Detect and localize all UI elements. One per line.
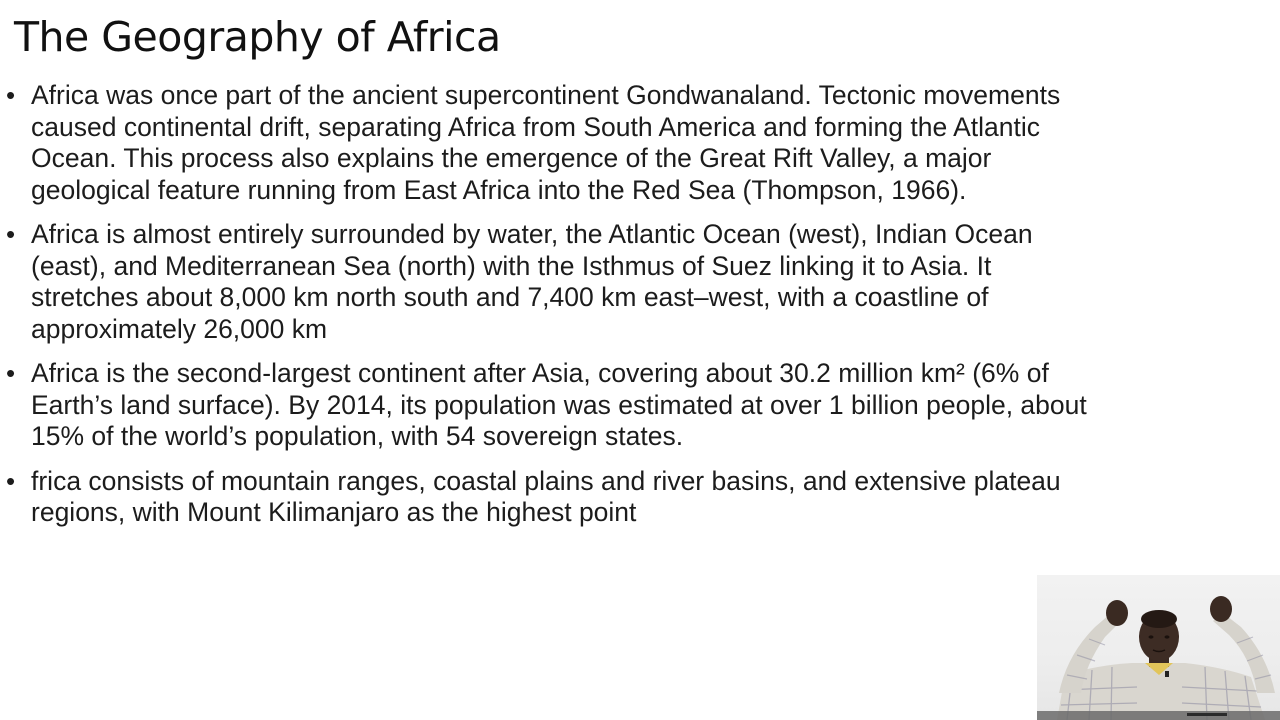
bullet-list <box>0 80 1100 542</box>
bullet-item-gondwanaland <box>0 80 1100 206</box>
bullet-dot: • <box>6 80 16 110</box>
bullet-text: Africa is almost entirely surrounded by water, the Atlantic Ocean (west), Indian Ocean (east), and Mediterranean Sea (north) with the Isthmus of Suez linking it to Asia. It stretches about 8,000 km north south and 7,400 km east–west, with a coastline of approximately 26,000 km <box>31 219 1033 344</box>
bullet-item-size-population <box>0 358 1100 453</box>
bullet-item-landforms <box>0 466 1100 529</box>
bullet-dot: • <box>6 465 16 496</box>
bullet-text: Africa was once part of the ancient supercontinent Gondwanaland. Tectonic movements caused continental drift, separating Africa from South America and forming the Atlantic Ocean. This process also explains the emergence of the Great Rift Valley, a major geological feature running from East Africa into the Red Sea (Thompson, 1966). <box>31 80 1061 205</box>
bullet-dot: • <box>6 219 16 249</box>
bullet-text: frica consists of mountain ranges, coastal plains and river basins, and extensive plateau regions, with Mount Kilimanjaro as the highest point <box>31 465 1061 527</box>
bullet-item-surrounding-water <box>0 219 1100 345</box>
bullet-text: Africa is the second-largest continent after Asia, covering about 30.2 million km² (6% of Earth’s land surface). By 2014, its population was estimated at over 1 billion people, about 15% of the world’s population, with 54 sovereign states. <box>31 358 1087 451</box>
bullet-dot: • <box>6 358 16 388</box>
presenter-webcam-video <box>1037 575 1280 720</box>
presenter-figure <box>1037 575 1280 720</box>
slide-title: The Geography of Africa <box>14 13 501 61</box>
